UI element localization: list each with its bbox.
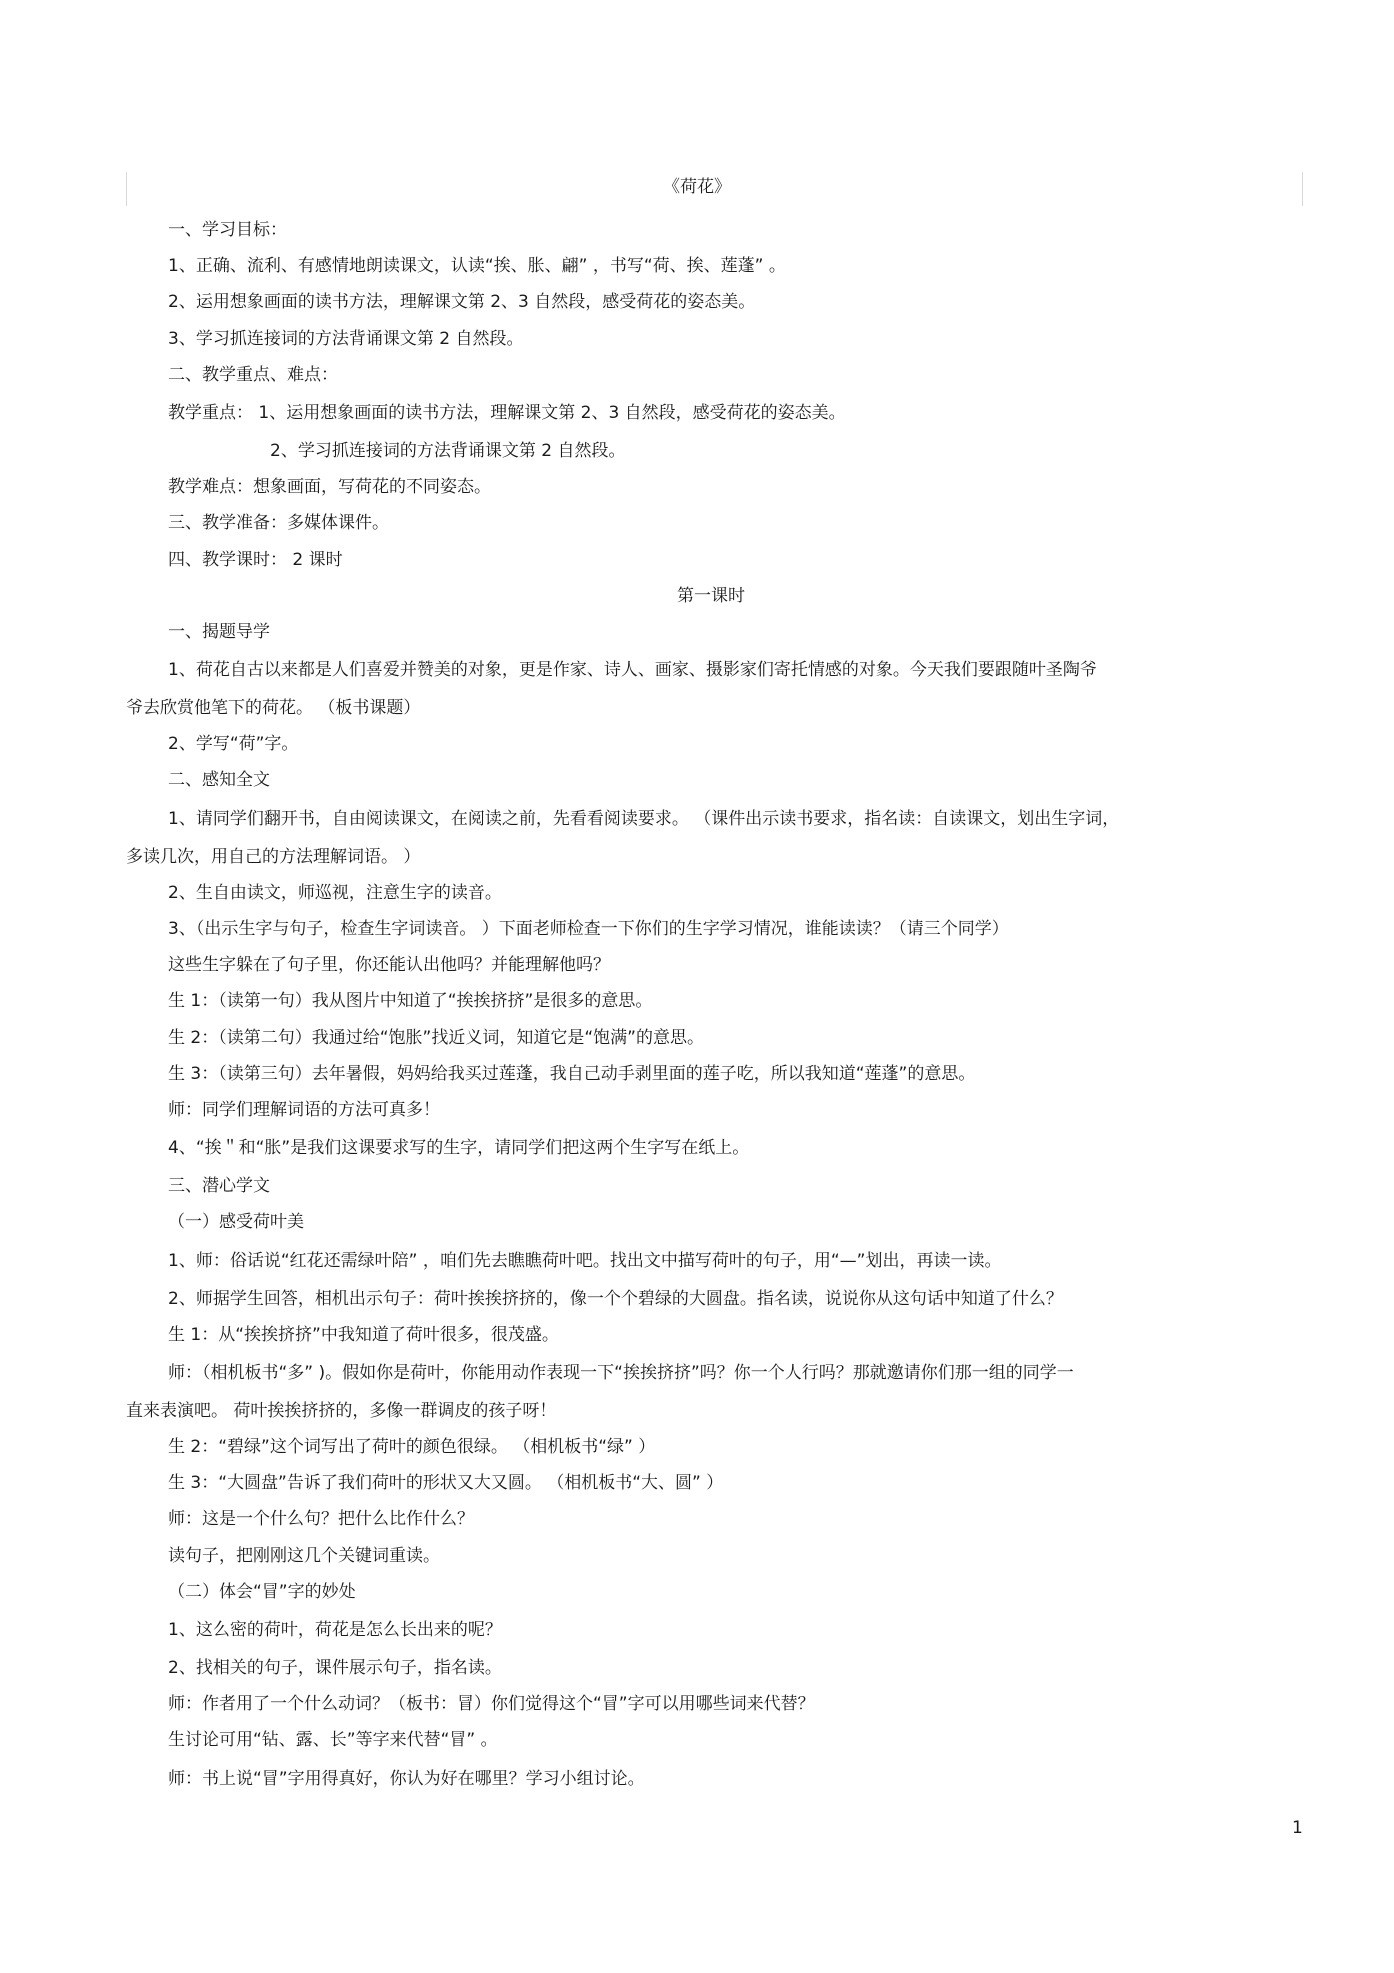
- paragraph-line: 生 3：“大圆盘”告诉了我们荷叶的形状又大又圆。 （相机板书“大、圆” ）: [168, 1473, 724, 1494]
- paragraph-line: 生讨论可用“钻、露、长”等字来代替“冒” 。: [168, 1730, 498, 1751]
- goal-item: 1、正确、流利、有感情地朗读课文，认读“挨、胀、翩” ，书写“荷、挨、莲蓬” 。: [168, 256, 786, 277]
- document-body: [126, 212, 1296, 1799]
- goal-item: 3、学习抓连接词的方法背诵课文第 2 自然段。: [168, 328, 524, 349]
- paragraph-line: 3、（出示生字与句子，检查生字词读音。 ）下面老师检查一下你们的生字学习情况，谁能读读？（请三个同学）: [168, 919, 1009, 939]
- section-heading: 一、揭题导学: [168, 621, 270, 642]
- paragraph-line: 4、“挨＂和“胀”是我们这课要求写的生字，请同学们把这两个生字写在纸上。: [168, 1138, 750, 1159]
- paragraph-line: 2、学写“荷”字。: [168, 734, 299, 755]
- subsection-heading: （二）体会“冒”字的妙处: [168, 1581, 356, 1602]
- paragraph-line: 师：书上说“冒”字用得真好，你认为好在哪里？学习小组讨论。: [168, 1768, 645, 1789]
- section-heading: 一、学习目标：: [168, 220, 287, 240]
- goal-item: 2、运用想象画面的读书方法，理解课文第 2、3 自然段，感受荷花的姿态美。: [168, 292, 756, 313]
- paragraph-line: 多读几次，用自己的方法理解词语。 ）: [126, 846, 421, 867]
- key-point: 2、学习抓连接词的方法背诵课文第 2 自然段。: [270, 440, 626, 461]
- paragraph-line: 生 1：（读第一句）我从图片中知道了“挨挨挤挤”是很多的意思。: [168, 991, 653, 1012]
- paragraph-line: 师：同学们理解词语的方法可真多！: [168, 1099, 440, 1120]
- paragraph-line: 1、荷花自古以来都是人们喜爱并赞美的对象，更是作家、诗人、画家、摄影家们寄托情感的对象。今天我们要跟随叶圣陶爷: [168, 660, 1097, 681]
- section-heading: 三、潜心学文: [168, 1176, 270, 1197]
- paragraph-line: 生 1：从“挨挨挤挤”中我知道了荷叶很多，很茂盛。: [168, 1324, 559, 1345]
- difficult-point: 教学难点：想象画面，写荷花的不同姿态。: [168, 477, 491, 498]
- section-heading: 二、教学重点、难点：: [168, 364, 338, 385]
- paragraph-line: 爷去欣赏他笔下的荷花。 （板书课题）: [126, 698, 421, 719]
- paragraph-line: 1、师：俗话说“红花还需绿叶陪” ，咱们先去瞧瞧荷叶吧。找出文中描写荷叶的句子，用“—”划出，再读一读。: [168, 1250, 1002, 1271]
- paragraph-line: 师：（相机板书“多” )。假如你是荷叶，你能用动作表现一下“挨挨挤挤”吗？你一个人行吗？那就邀请你们那一组的同学一: [168, 1362, 1074, 1383]
- paragraph-line: 生 2：（读第二句）我通过给“饱胀”找近义词，知道它是“饱满”的意思。: [168, 1027, 704, 1048]
- section-heading: 四、教学课时： 2 课时: [168, 549, 343, 570]
- key-point: 教学重点： 1、运用想象画面的读书方法，理解课文第 2、3 自然段，感受荷花的姿态美。: [168, 402, 846, 423]
- paragraph-line: 读句子，把刚刚这几个关键词重读。: [168, 1545, 440, 1566]
- section-heading: 三、教学准备：多媒体课件。: [168, 513, 389, 534]
- paragraph-line: 生 2：“碧绿”这个词写出了荷叶的颜色很绿。 （相机板书“绿” ）: [168, 1437, 656, 1458]
- lesson-heading-text: 第一课时: [677, 585, 745, 606]
- page-number: 1: [1292, 1818, 1303, 1838]
- paragraph-line: 2、生自由读文，师巡视，注意生字的读音。: [168, 882, 502, 903]
- paragraph-line: 生 3：（读第三句）去年暑假，妈妈给我买过莲蓬，我自己动手剥里面的莲子吃，所以我知道“莲蓬”的意思。: [168, 1063, 976, 1084]
- document-title: 《荷花》: [663, 177, 731, 197]
- paragraph-line: 2、师据学生回答，相机出示句子：荷叶挨挨挤挤的，像一个个碧绿的大圆盘。指名读，说说你从这句话中知道了什么？: [168, 1288, 1063, 1309]
- subsection-heading: （一）感受荷叶美: [168, 1212, 304, 1233]
- section-heading: 二、感知全文: [168, 770, 270, 791]
- paragraph-line: 这些生字躲在了句子里，你还能认出他吗？并能理解他吗？: [168, 955, 610, 976]
- paragraph-line: 1、请同学们翻开书，自由阅读课文，在阅读之前，先看看阅读要求。 （课件出示读书要求，指名读：自读课文，划出生字词，: [168, 808, 1120, 829]
- lesson-heading: [126, 578, 1296, 614]
- paragraph-line: 师：作者用了一个什么动词？（板书：冒）你们觉得这个“冒”字可以用哪些词来代替？: [168, 1694, 815, 1715]
- paragraph-line: 直来表演吧。 荷叶挨挨挤挤的，多像一群调皮的孩子呀！: [126, 1400, 557, 1421]
- paragraph-line: 1、这么密的荷叶，荷花是怎么长出来的呢？: [168, 1620, 502, 1640]
- paragraph-line: 师：这是一个什么句？把什么比作什么？: [168, 1509, 474, 1530]
- paragraph-line: 2、找相关的句子，课件展示句子，指名读。: [168, 1658, 502, 1678]
